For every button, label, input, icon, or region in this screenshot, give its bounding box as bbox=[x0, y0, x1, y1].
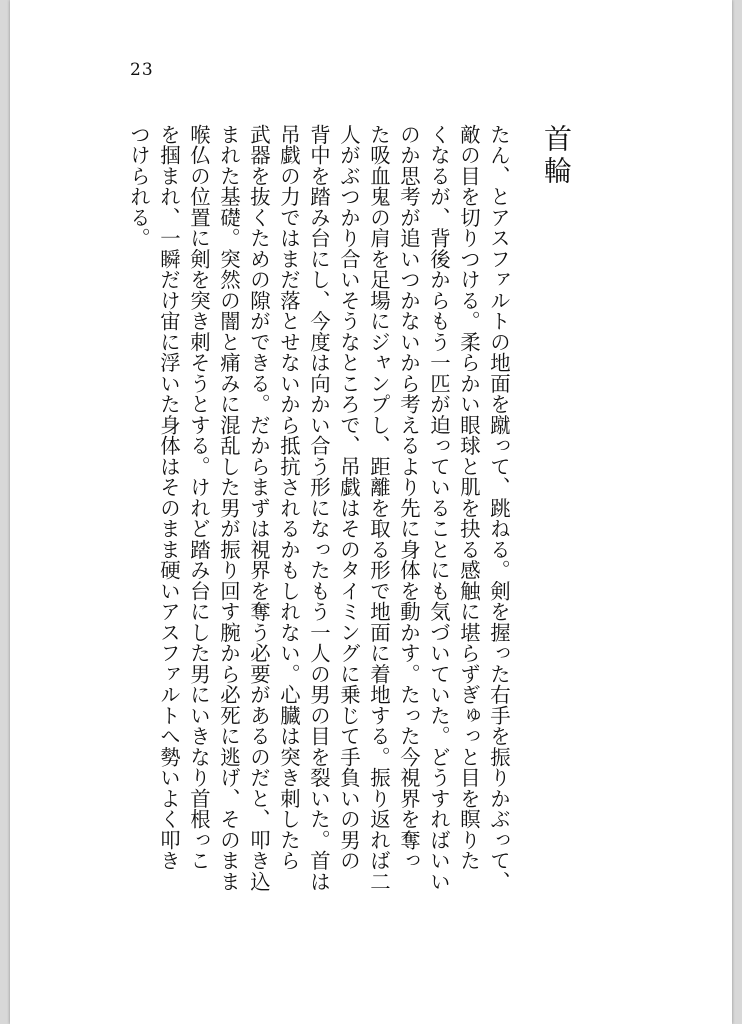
text-line: 吊戯の力ではまだ落とせないから抵抗されるかもしれない。心臓は突き刺したら bbox=[277, 124, 301, 871]
text-line: 背中を踏み台にし、今度は向かい合う形になったもう一人の男の目を裂いた。首は bbox=[307, 124, 331, 892]
text-line: つけられる。 bbox=[127, 124, 151, 249]
book-page bbox=[10, 0, 732, 1024]
text-line: を掴まれ、一瞬だけ宙に浮いた身体はそのまま硬いアスファルトへ勢いよく叩き bbox=[157, 124, 181, 871]
text-line: 敵の目を切りつける。柔らかい眼球と肌を抉る感触に堪らずぎゅっと目を瞑りた bbox=[457, 124, 481, 871]
chapter-title: 首輪 bbox=[540, 124, 573, 188]
vertical-text-block bbox=[124, 124, 584, 944]
text-line: 人がぶつかり合いそうなところで、吊戯はそのタイミングに乗じて手負いの男の bbox=[337, 124, 361, 871]
text-line: 武器を抜くための隙ができる。だからまずは視界を奪う必要があるのだと、叩き込 bbox=[247, 124, 271, 892]
text-line: まれた基礎。突然の闇と痛みに混乱した男が振り回す腕から必死に逃げ、そのまま bbox=[217, 124, 241, 892]
text-line: た吸血鬼の肩を足場にジャンプし、距離を取る形で地面に着地する。振り返れば二 bbox=[367, 124, 391, 892]
text-line: たん、とアスファルトの地面を蹴って、跳ねる。剣を握った右手を振りかぶって、 bbox=[487, 124, 511, 892]
text-line: くなるが、背後からもう一匹が迫っていることにも気づいていた。どうすればいい bbox=[427, 124, 451, 892]
page-number: 23 bbox=[130, 60, 154, 80]
text-line: のか思考が追いつかないから考えるより先に身体を動かす。たった今視界を奪っ bbox=[397, 124, 421, 871]
text-line: 喉仏の位置に剣を突き刺そうとする。けれど踏み台にした男にいきなり首根っこ bbox=[187, 124, 211, 871]
